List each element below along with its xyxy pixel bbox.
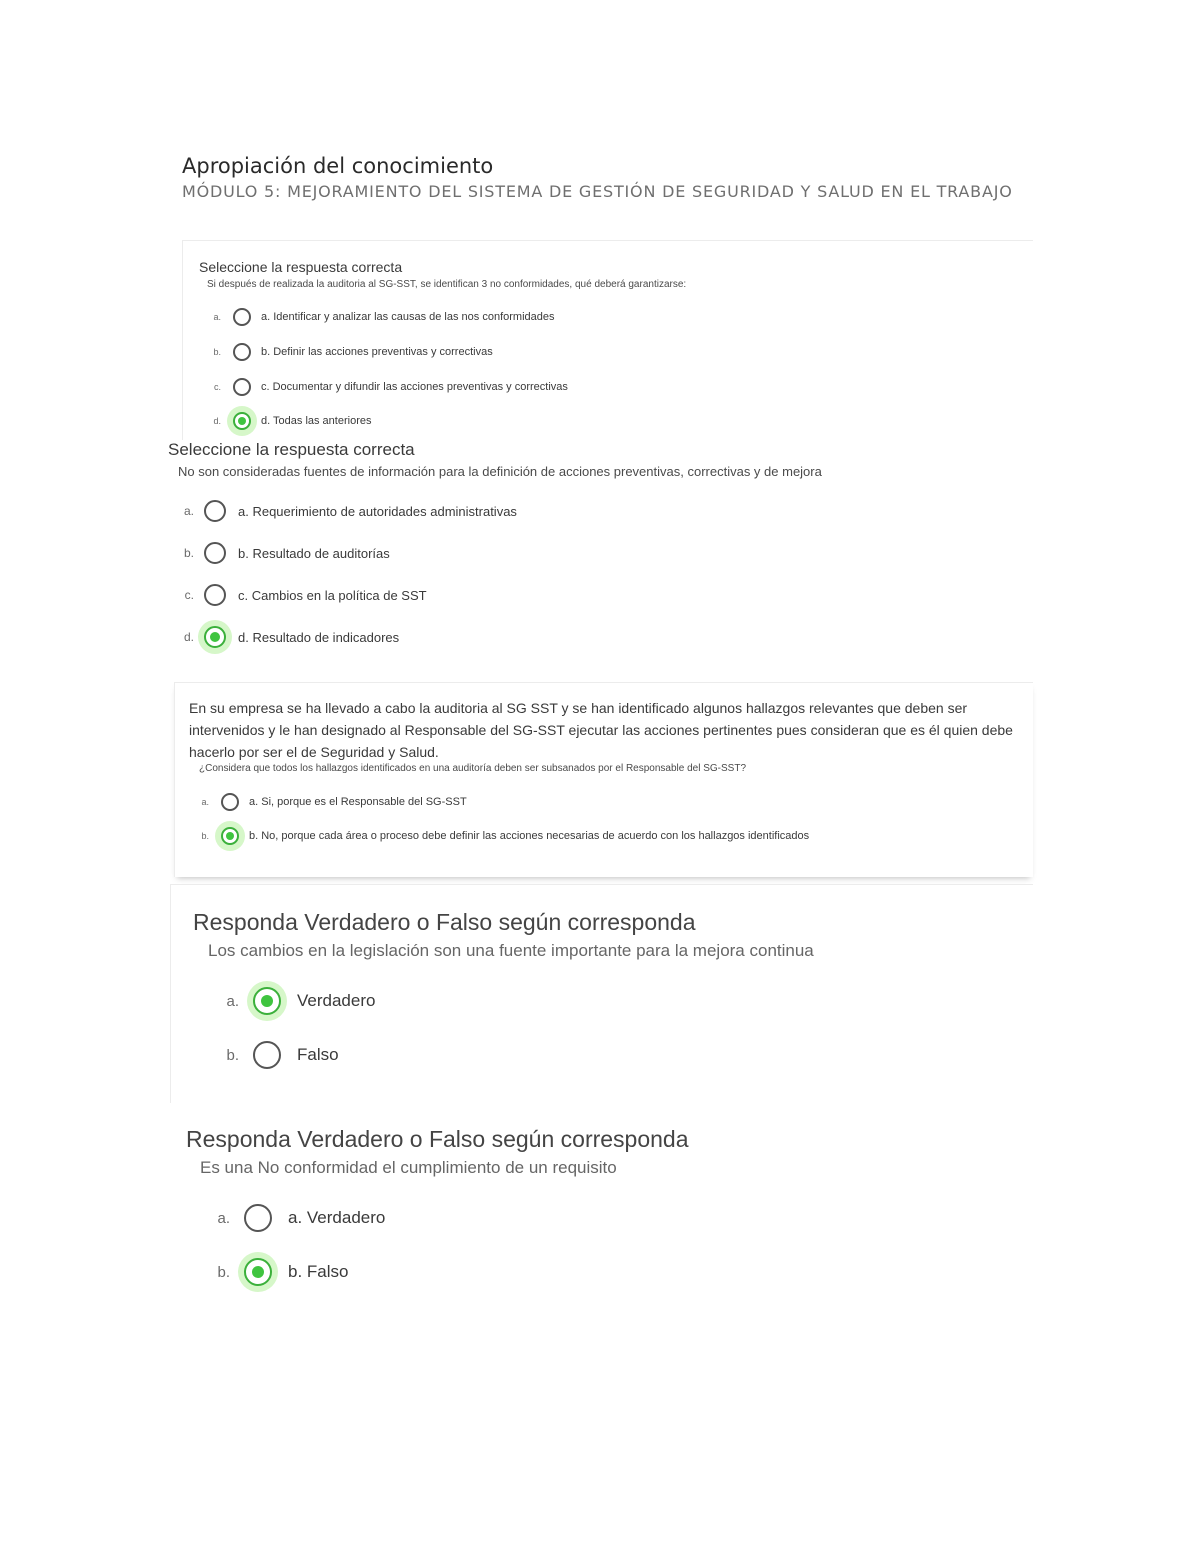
option-letter: b. [217,1263,230,1281]
option-label: b. Resultado de auditorías [238,545,390,561]
option-letter: b. [213,347,221,357]
radio-button-selected[interactable] [233,412,251,430]
option-letter: a. [226,992,239,1010]
option-label: a. Verdadero [288,1208,386,1227]
page-title: Apropiación del conocimiento [182,154,494,178]
radio-button[interactable] [253,1041,281,1069]
option-d[interactable] [207,412,371,430]
option-label: a. Si, porque es el Responsable del SG-SST [249,796,467,808]
option-c[interactable] [207,378,568,396]
question-text: No son consideradas fuentes de información para la definición de acciones preventivas, correctivas y de mejora [178,464,822,479]
radio-button[interactable] [204,584,226,606]
question-heading: Seleccione la respuesta correcta [168,440,415,459]
option-label: c. Documentar y difundir las acciones preventivas y correctivas [261,381,568,393]
option-letter: d. [213,416,221,426]
option-label: b. Falso [288,1262,349,1281]
question-card-1 [182,240,1033,441]
option-a[interactable] [207,308,555,326]
question-heading: Responda Verdadero o Falso según corresponda [193,909,696,935]
question-text: Los cambios en la legislación son una fuente importante para la mejora continua [208,941,814,960]
radio-button[interactable] [233,308,251,326]
option-letter: a. [183,504,194,518]
question-card-2 [168,440,1032,660]
radio-button-selected[interactable] [204,626,226,648]
option-a[interactable] [216,1204,385,1232]
option-label: a. Identificar y analizar las causas de las nos conformidades [261,311,555,323]
option-label: d. Resultado de indicadores [238,629,400,645]
option-label: Verdadero [297,991,376,1010]
question-card-3 [174,682,1033,877]
radio-button[interactable] [204,542,226,564]
option-b[interactable] [195,827,809,845]
radio-button[interactable] [244,1204,272,1232]
option-label: c. Cambios en la política de SST [238,587,427,603]
question-card-4 [170,884,1033,1103]
option-letter: c. [184,588,194,602]
radio-button-selected[interactable] [253,987,281,1015]
option-letter: a. [213,312,221,322]
option-label: d. Todas las anteriores [261,415,372,427]
question-text: Es una No conformidad el cumplimiento de un requisito [200,1158,617,1177]
option-a[interactable] [225,987,375,1015]
option-a[interactable] [182,500,517,522]
option-letter: b. [183,546,194,560]
option-letter: d. [183,630,194,644]
option-label: b. Definir las acciones preventivas y correctivas [261,346,493,358]
option-letter: a. [201,797,209,807]
question-card-5 [170,1120,1032,1320]
option-b[interactable] [216,1258,348,1286]
option-b[interactable] [182,542,390,564]
option-d[interactable] [182,626,399,648]
question-text: ¿Considera que todos los hallazgos identificados en una auditoría deben ser subsanados por el Responsable del SG-SST? [199,763,747,774]
radio-button[interactable] [221,793,239,811]
option-c[interactable] [182,584,427,606]
option-label: b. No, porque cada área o proceso debe definir las acciones necesarias de acuerdo con los hallazgos identificados [249,830,810,842]
radio-button[interactable] [204,500,226,522]
question-text: Si después de realizada la auditoria al SG-SST, se identifican 3 no conformidades, qué deberá garantizarse: [207,279,687,290]
radio-button-selected[interactable] [244,1258,272,1286]
option-b[interactable] [225,1041,339,1069]
radio-button-selected[interactable] [221,827,239,845]
option-letter: b. [201,831,209,841]
question-heading: Seleccione la respuesta correcta [199,259,403,275]
option-letter: a. [217,1209,230,1227]
option-a[interactable] [195,793,467,811]
question-heading: Responda Verdadero o Falso según corresponda [186,1126,689,1152]
question-context: En su empresa se ha llevado a cabo la auditoria al SG SST y se han identificado algunos hallazgos relevantes que deben ser intervenidos y le han designado al Responsable del SG-SST ejecutar las acciones pertinentes pues consideran que es él quien debe hacerlo por ser el de Seguridad y Salud. [189,700,1013,760]
option-letter: c. [213,382,221,392]
option-b[interactable] [207,343,493,361]
option-label: a. Requerimiento de autoridades administrativas [238,503,517,519]
radio-button[interactable] [233,343,251,361]
radio-button[interactable] [233,378,251,396]
module-subtitle: MÓDULO 5: MEJORAMIENTO DEL SISTEMA DE GESTIÓN DE SEGURIDAD Y SALUD EN EL TRABAJO [182,182,1013,201]
option-letter: b. [226,1046,239,1064]
option-label: Falso [297,1045,339,1064]
